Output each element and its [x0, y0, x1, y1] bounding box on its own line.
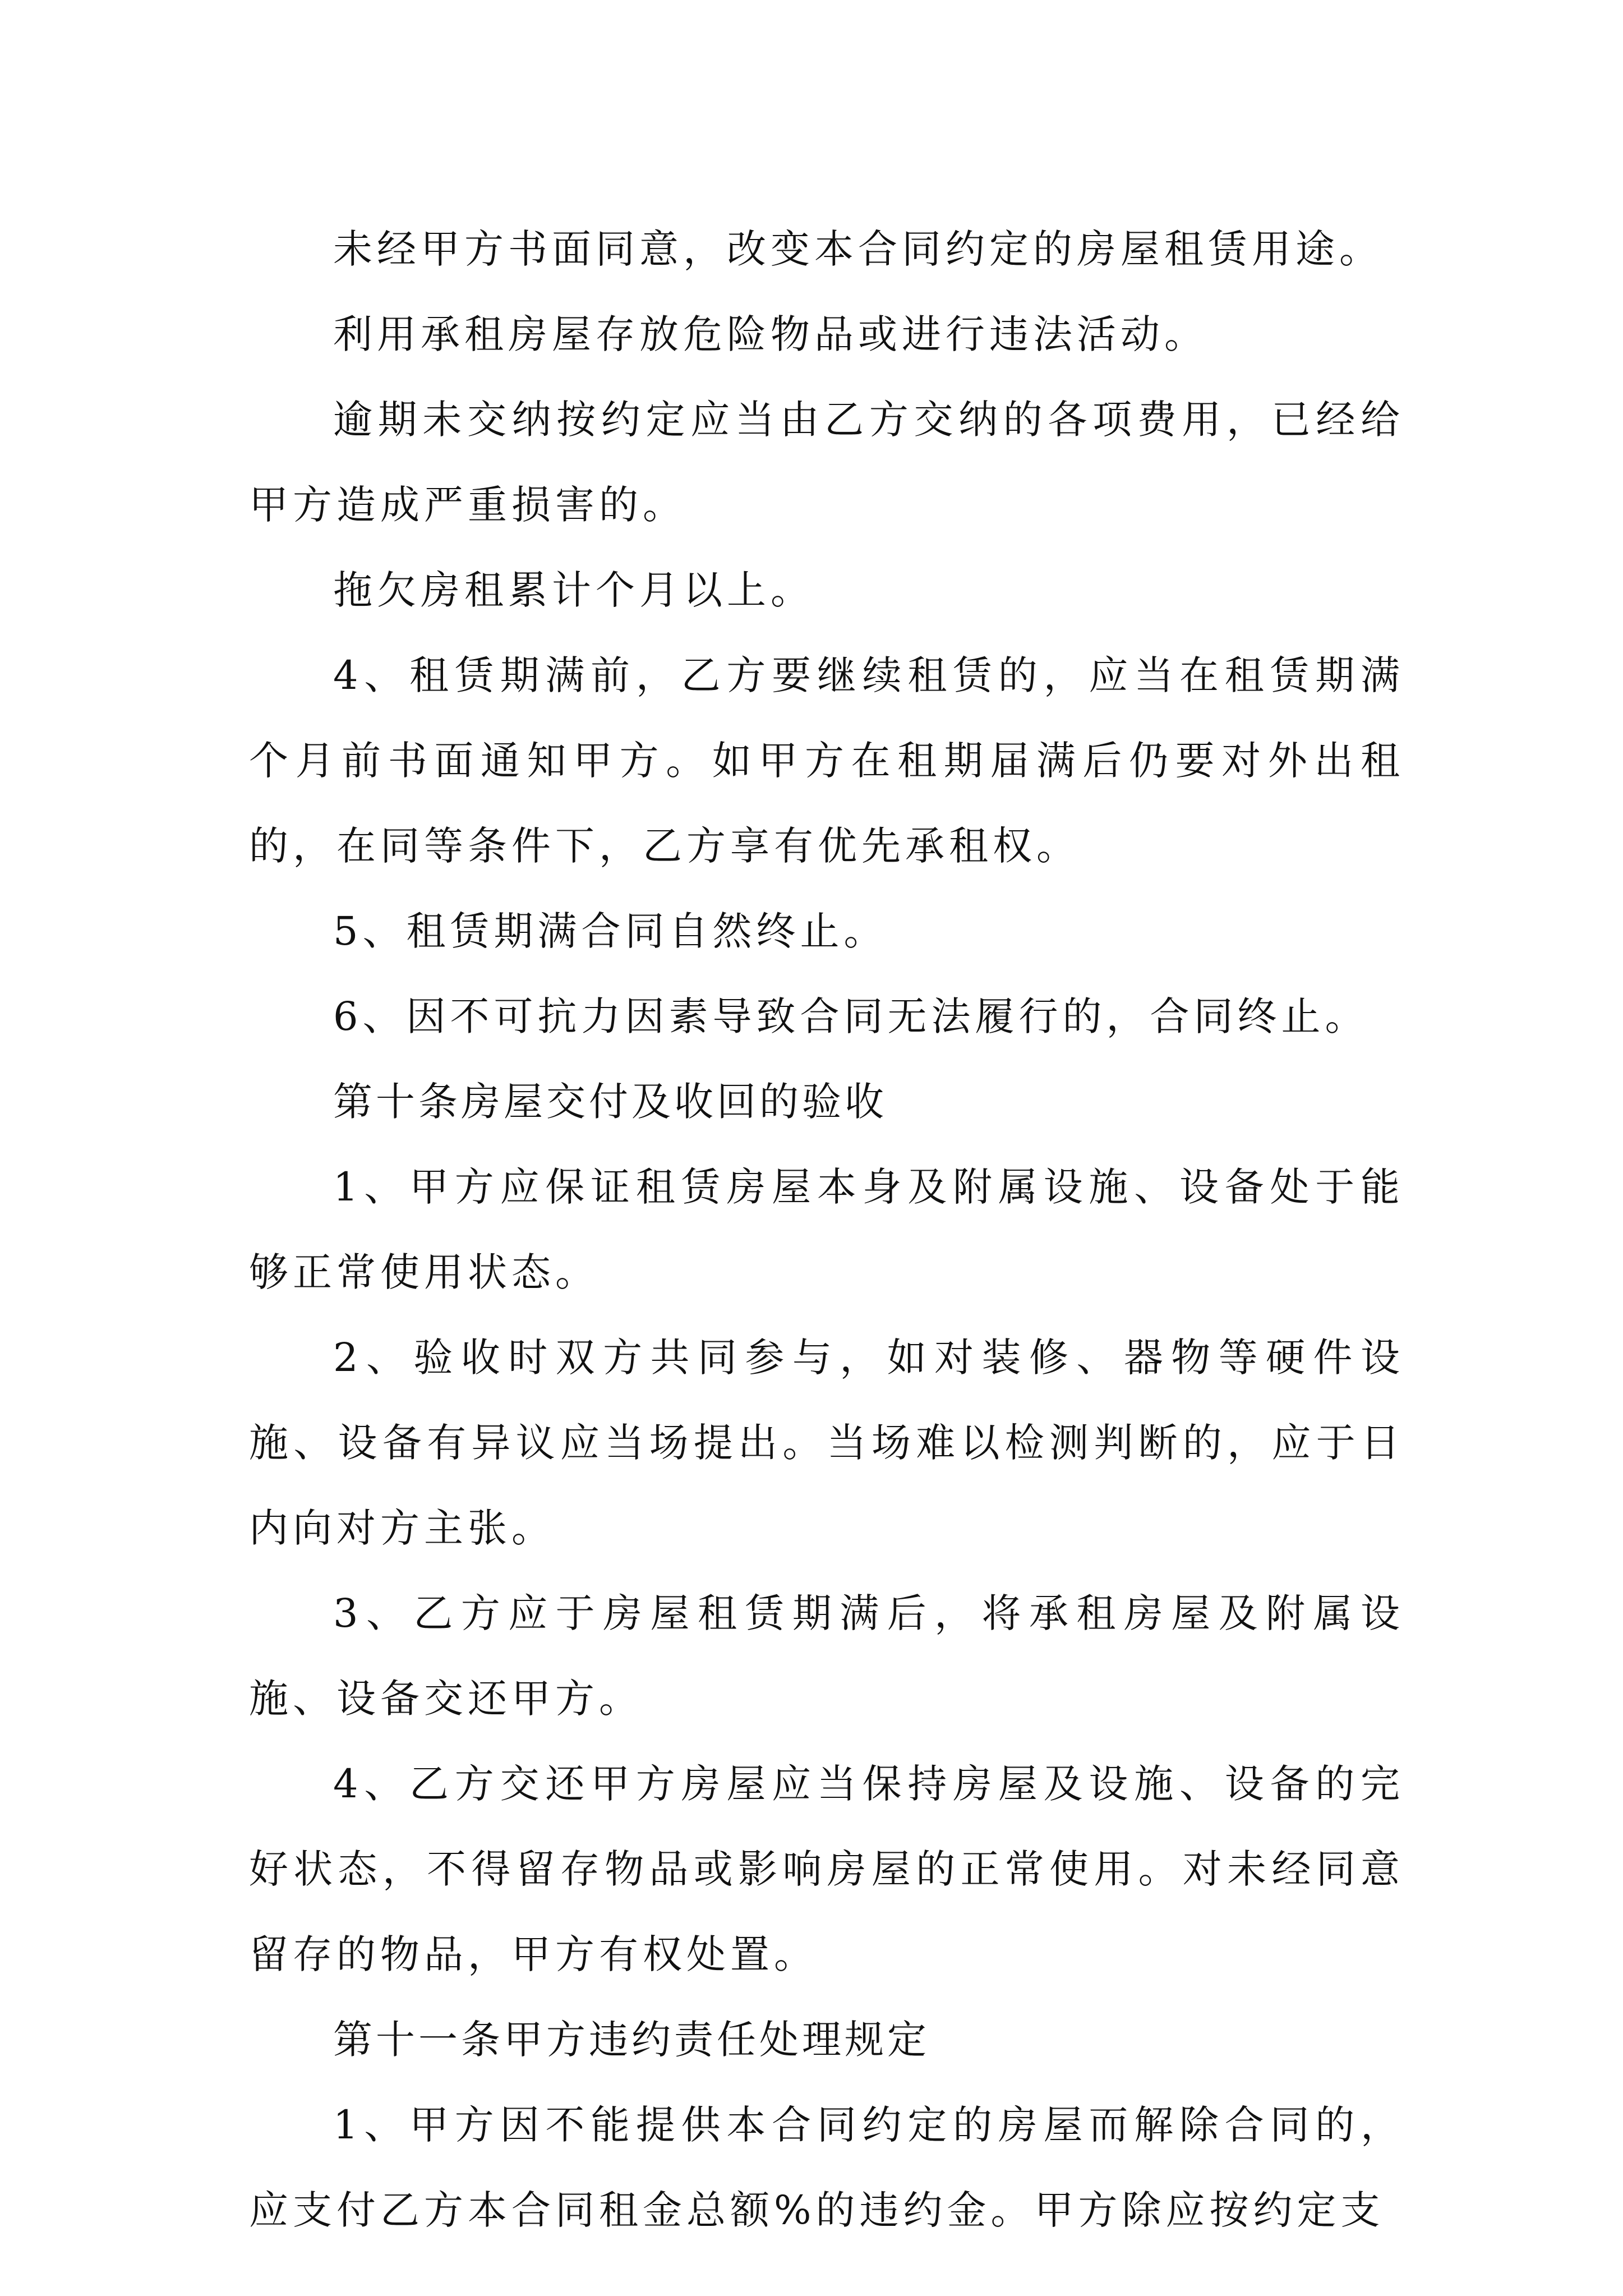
section-heading-article-10: 第十条房屋交付及收回的验收 [333, 1079, 887, 1125]
paragraph-return-premises: 3、乙方应于房屋租赁期满后，将承租房屋及附属设施、设备交还甲方。 [249, 1590, 1404, 1722]
paragraph-landlord-guarantee: 1、甲方应保证租赁房屋本身及附属设施、设备处于能够正常使用状态。 [249, 1164, 1404, 1295]
section-heading-article-11: 第十一条甲方违约责任处理规定 [333, 2017, 930, 2063]
paragraph-lease-renewal: 4、租赁期满前，乙方要继续租赁的，应当在租赁期满个月前书面通知甲方。如甲方在租期届满后仍要对外出租的，在同等条件下，乙方享有优先承租权。 [249, 652, 1404, 869]
document-body [249, 206, 1404, 2253]
paragraph-landlord-breach: 1、甲方因不能提供本合同约定的房屋而解除合同的，应支付乙方本合同租金总额%的违约金。甲方除应按约定支 [249, 2102, 1404, 2233]
paragraph-joint-inspection: 2、验收时双方共同参与，如对装修、器物等硬件设施、设备有异议应当场提出。当场难以检测判断的，应于日内向对方主张。 [249, 1335, 1404, 1551]
paragraph-lease-expiry: 5、租赁期满合同自然终止。 [333, 908, 888, 954]
paragraph-rent-arrears: 拖欠房租累计个月以上。 [333, 567, 814, 613]
paragraph-overdue-fees: 逾期未交纳按约定应当由乙方交纳的各项费用，已经给甲方造成严重损害的。 [249, 397, 1404, 528]
paragraph-change-usage: 未经甲方书面同意，改变本合同约定的房屋租赁用途。 [333, 226, 1383, 272]
paragraph-force-majeure: 6、因不可抗力因素导致合同无法履行的，合同终止。 [333, 993, 1369, 1039]
paragraph-return-condition: 4、乙方交还甲方房屋应当保持房屋及设施、设备的完好状态，不得留存物品或影响房屋的正常使用。对未经同意留存的物品，甲方有权处置。 [249, 1761, 1404, 1977]
paragraph-dangerous-goods: 利用承租房屋存放危险物品或进行违法活动。 [333, 311, 1208, 357]
